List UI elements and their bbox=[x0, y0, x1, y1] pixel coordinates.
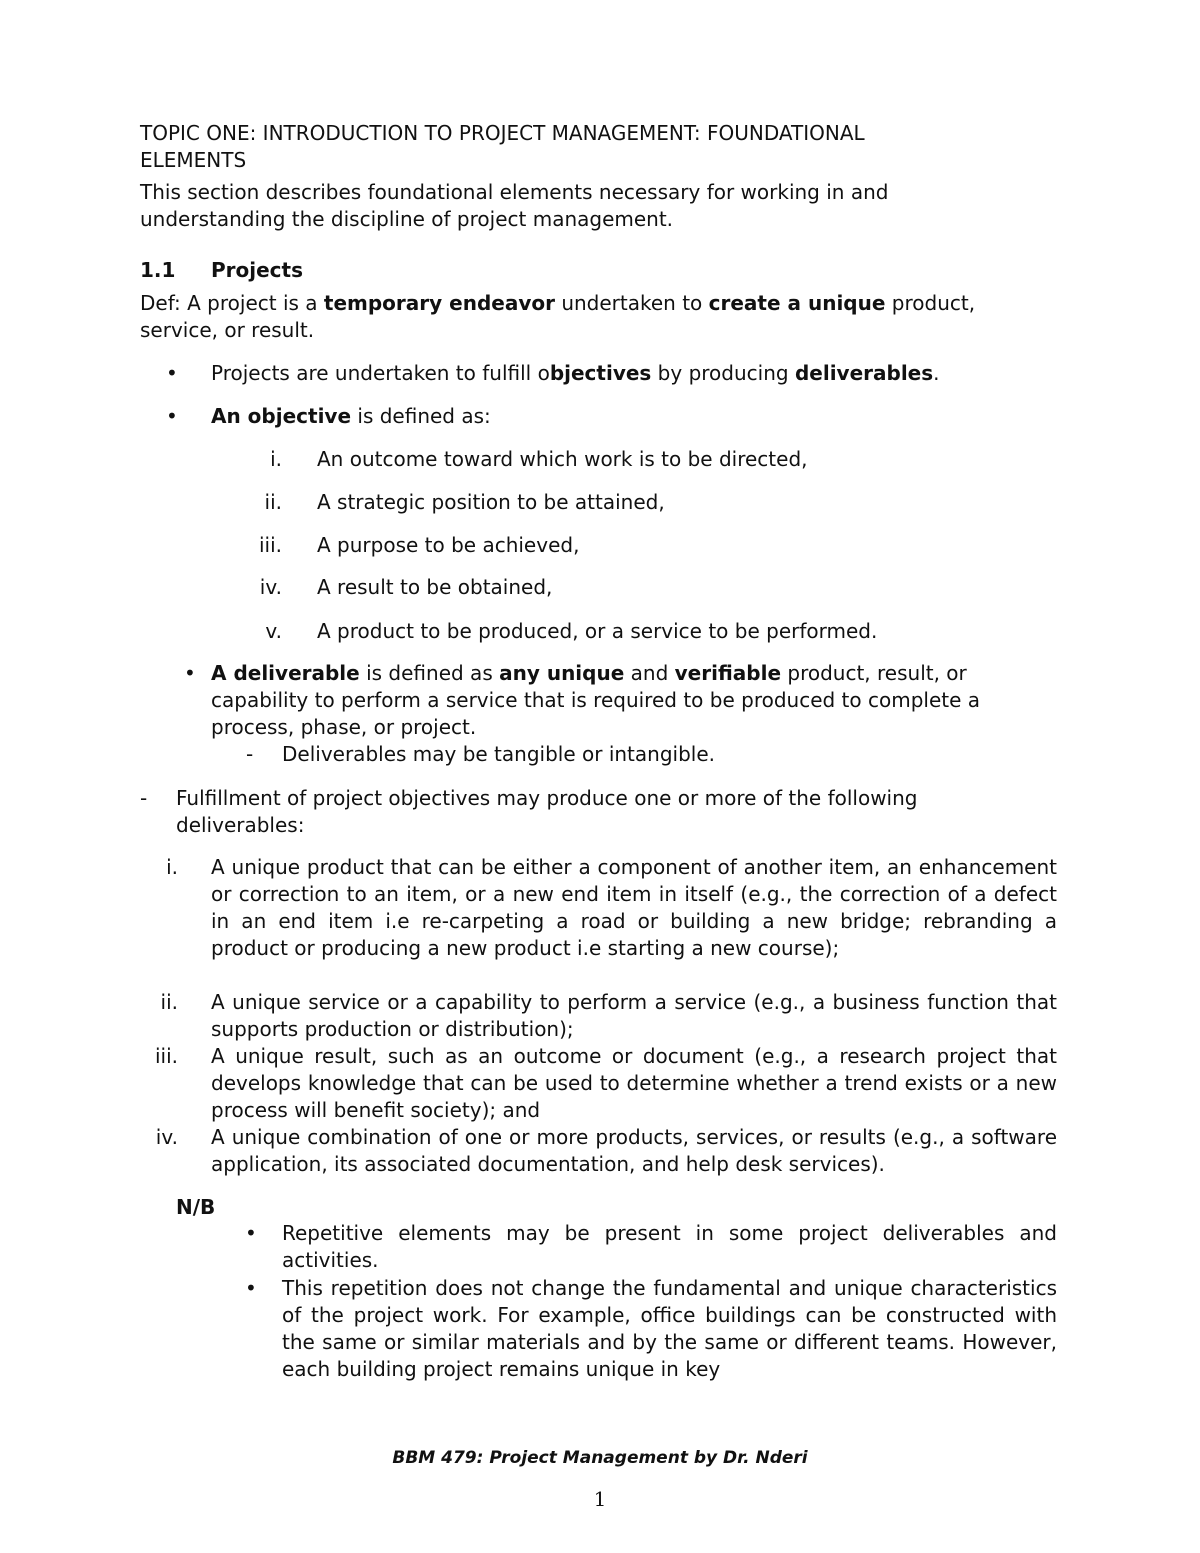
definition-text: undertaken to bbox=[554, 291, 709, 315]
deliverable-type-num: i. bbox=[166, 855, 178, 879]
note-label: N/B bbox=[176, 1195, 216, 1219]
bullet-bold-objectives: bjectives bbox=[549, 361, 652, 385]
definition-line1 bbox=[140, 290, 975, 317]
deliverable-bold-unique: any unique bbox=[499, 661, 625, 685]
bullet-dot: • bbox=[166, 404, 178, 428]
bullet-dot: • bbox=[245, 1276, 257, 1300]
deliverable-line1 bbox=[211, 660, 967, 687]
intro-line2: understanding the discipline of project management. bbox=[140, 207, 674, 231]
page-footer: BBM 479: Project Management by Dr. Nderi bbox=[392, 1448, 808, 1468]
deliverable-text: product, result, or bbox=[781, 661, 967, 685]
bullet-bold-objective: An objective bbox=[211, 404, 352, 428]
page-number: 1 bbox=[593, 1487, 607, 1511]
bullet-text: . bbox=[933, 361, 940, 385]
note-item: This repetition does not change the fundamental and unique characteristics of the project work. For example, office buildings can be constructed with the same or similar materials and by the same or different teams. However, each building project remains unique in key bbox=[282, 1276, 1057, 1381]
bullet-dot: • bbox=[245, 1221, 257, 1245]
bullet-dot: • bbox=[166, 361, 178, 385]
deliverable-text: and bbox=[624, 661, 675, 685]
deliverable-type-text: A unique combination of one or more products, services, or results (e.g., a software application, its associated documentation, and help desk services). bbox=[211, 1125, 1057, 1176]
deliverable-type-text: A unique service or a capability to perform a service (e.g., a business function that supports production or distribution); bbox=[211, 990, 1057, 1041]
bullet-bold-deliverables: deliverables bbox=[794, 361, 934, 385]
objective-text: An outcome toward which work is to be directed, bbox=[317, 447, 808, 471]
objective-text: A result to be obtained, bbox=[317, 575, 553, 599]
objective-num: v. bbox=[265, 619, 282, 643]
bullet-text: by producing bbox=[651, 361, 795, 385]
section-title: Projects bbox=[211, 258, 304, 282]
deliverable-bold: A deliverable bbox=[211, 661, 360, 685]
dash-marker: - bbox=[140, 786, 148, 810]
topic-title-line2: ELEMENTS bbox=[140, 148, 247, 172]
deliverable-type-text: A unique result, such as an outcome or document (e.g., a research project that develops knowledge that can be used to determine whether a trend exists or a new process will benefit society); and bbox=[211, 1044, 1057, 1122]
deliverable-line3: process, phase, or project. bbox=[211, 715, 477, 739]
deliverable-text: is defined as bbox=[359, 661, 500, 685]
objective-text: A product to be produced, or a service to be performed. bbox=[317, 619, 878, 643]
fulfillment-line1: Fulfillment of project objectives may produce one or more of the following bbox=[176, 786, 918, 810]
objective-text: A strategic position to be attained, bbox=[317, 490, 665, 514]
definition-bold-unique: create a unique bbox=[708, 291, 886, 315]
topic-title-line1: TOPIC ONE: INTRODUCTION TO PROJECT MANAGEMENT: FOUNDATIONAL bbox=[140, 121, 865, 145]
note-item: Repetitive elements may be present in some project deliverables and activities. bbox=[282, 1221, 1057, 1272]
definition-bold-temporary: temporary endeavor bbox=[323, 291, 555, 315]
deliverable-type-num: iii. bbox=[154, 1044, 178, 1068]
bullet-objectives-deliverables bbox=[211, 360, 940, 387]
dash-marker: - bbox=[246, 742, 254, 766]
objective-num: ii. bbox=[264, 490, 282, 514]
deliverable-type-num: ii. bbox=[160, 990, 178, 1014]
definition-text: Def: A project is a bbox=[140, 291, 324, 315]
definition-text: product, bbox=[885, 291, 976, 315]
bullet-text: Projects are undertaken to fulfill o bbox=[211, 361, 550, 385]
bullet-dot: • bbox=[184, 661, 196, 685]
objective-num: iv. bbox=[259, 575, 282, 599]
definition-line2: service, or result. bbox=[140, 318, 315, 342]
deliverable-type-text: A unique product that can be either a component of another item, an enhancement or correction to an item, or a new end item in itself (e.g., the correction of a defect in an end item i.e re-carpeting a road or building a new bridge; rebranding a product or producing a new product i.e starting a new course); bbox=[211, 855, 1057, 960]
bullet-objective-definition bbox=[211, 403, 491, 430]
deliverable-bold-verifiable: verifiable bbox=[674, 661, 782, 685]
fulfillment-line2: deliverables: bbox=[176, 813, 305, 837]
deliverable-subnote: Deliverables may be tangible or intangible. bbox=[282, 742, 715, 766]
objective-num: i. bbox=[270, 447, 282, 471]
intro-line1: This section describes foundational elements necessary for working in and bbox=[140, 180, 889, 204]
section-number: 1.1 bbox=[140, 258, 176, 282]
bullet-text: is defined as: bbox=[351, 404, 491, 428]
objective-text: A purpose to be achieved, bbox=[317, 533, 580, 557]
deliverable-type-num: iv. bbox=[155, 1125, 178, 1149]
objective-num: iii. bbox=[258, 533, 282, 557]
deliverable-line2: capability to perform a service that is required to be produced to complete a bbox=[211, 688, 981, 712]
